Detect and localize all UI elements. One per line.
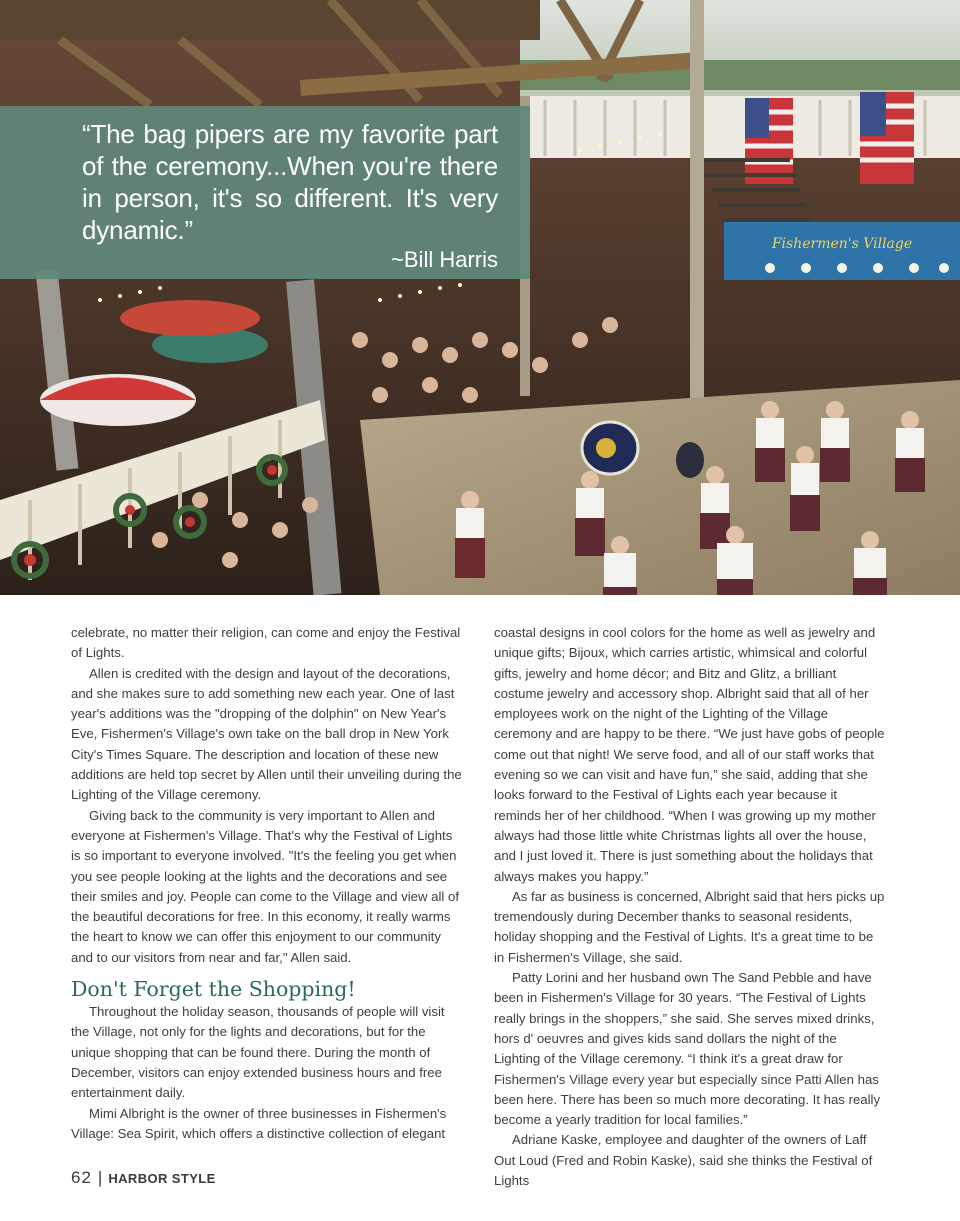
paragraph: Allen is credited with the design and layout of the decorations, and she makes sure to add something new each year. One of last year's additions was the "dropping of the dolphin" on New Year's Eve, Fishermen's Village's own take on the ball drop in New York City's Times Square. The description and location of these new additions are held top secret by Allen until their unveiling during the Lighting of the Village ceremony.: [71, 665, 462, 803]
paragraph: Adriane Kaske, employee and daughter of the owners of Laff Out Loud (Fred and Robin Kaske), said she thinks the Festival of Lights: [494, 1132, 873, 1189]
magazine-name: HARBOR STYLE: [108, 1170, 216, 1186]
page-footer: [71, 1167, 216, 1189]
paragraph: As far as business is concerned, Albright said that hers picks up tremendously during December thanks to seasonal residents, holiday shopping and the Festival of Lights. It's a great time to be in Fishermen's Village, she said.: [494, 888, 885, 965]
paragraph: Mimi Albright is the owner of three businesses in Fishermen's Village: Sea Spirit, which offers a distinctive collection of elegant: [71, 1105, 447, 1141]
right-column: [494, 623, 886, 1191]
paragraph: Throughout the holiday season, thousands of people will visit the Village, not only for the lights and decorations, but for the unique shopping that can be found there. During the month of December, visitors can enjoy extended business hours and free entertainment daily.: [71, 1004, 445, 1101]
footer-separator: |: [97, 1168, 103, 1187]
pull-quote: [0, 106, 530, 279]
section-heading: Don't Forget the Shopping!: [71, 977, 356, 1002]
pull-quote-text: “The bag pipers are my favorite part of the ceremony...When you're there in person, it's so different. It's very dynamic.”: [82, 119, 498, 245]
event-photo: [0, 0, 960, 595]
paragraph: coastal designs in cool colors for the home as well as jewelry and unique gifts; Bijoux, which carries artistic, whimsical and colorful gifts, jewelry and home décor; and Bitz and Glitz, a brilliant costume jewelry and accessory shop. Albright said that all of her employees work on the night of the Lighting of the Village ceremony and are happy to be there. “We just have gobs of people come out that night! We serve food, and all of our staff works that evening so we can visit and have fun,” she said, adding that she looks forward to the Festival of Lights each year because it reminds her of her childhood. “When I was growing up my mother always had those little white Christmas lights all over the house, and I just loved it. There is just something about the holidays that always makes you happy.”: [494, 625, 885, 884]
pull-quote-attribution: ~Bill Harris: [391, 247, 498, 272]
paragraph: Patty Lorini and her husband own The Sand Pebble and have been in Fishermen's Village for 30 years. “The Festival of Lights really brings in the shoppers,” she said. She serves mixed drinks, hors d' oeuvres and gives kids sand dollars the night of the Lighting of the Village ceremony. “I think it's a great draw for Fishermen's Village every year but especially since Patti Allen has been here. There has been so much more decorating. It has really become a yearly tradition for local families.”: [494, 970, 881, 1128]
paragraph: Giving back to the community is very important to Allen and everyone at Fishermen's Village. That's why the Festival of Lights is so important to everyone involved. "It's the feeling you get when you see people looking at the lights and the decorations and see their smiles and joy. People can come to the Village and view all of the beautiful decorations for free. In this economy, it really warms the heart to know we can offer this enjoyment to our community and to our visitors from near and far," Allen said.: [71, 807, 460, 965]
left-column: [71, 623, 463, 1144]
paragraph: celebrate, no matter their religion, can come and enjoy the Festival of Lights.: [71, 625, 461, 661]
page-number: 62: [71, 1168, 92, 1187]
banner-sign-text: Fishermen's Village: [771, 236, 913, 252]
